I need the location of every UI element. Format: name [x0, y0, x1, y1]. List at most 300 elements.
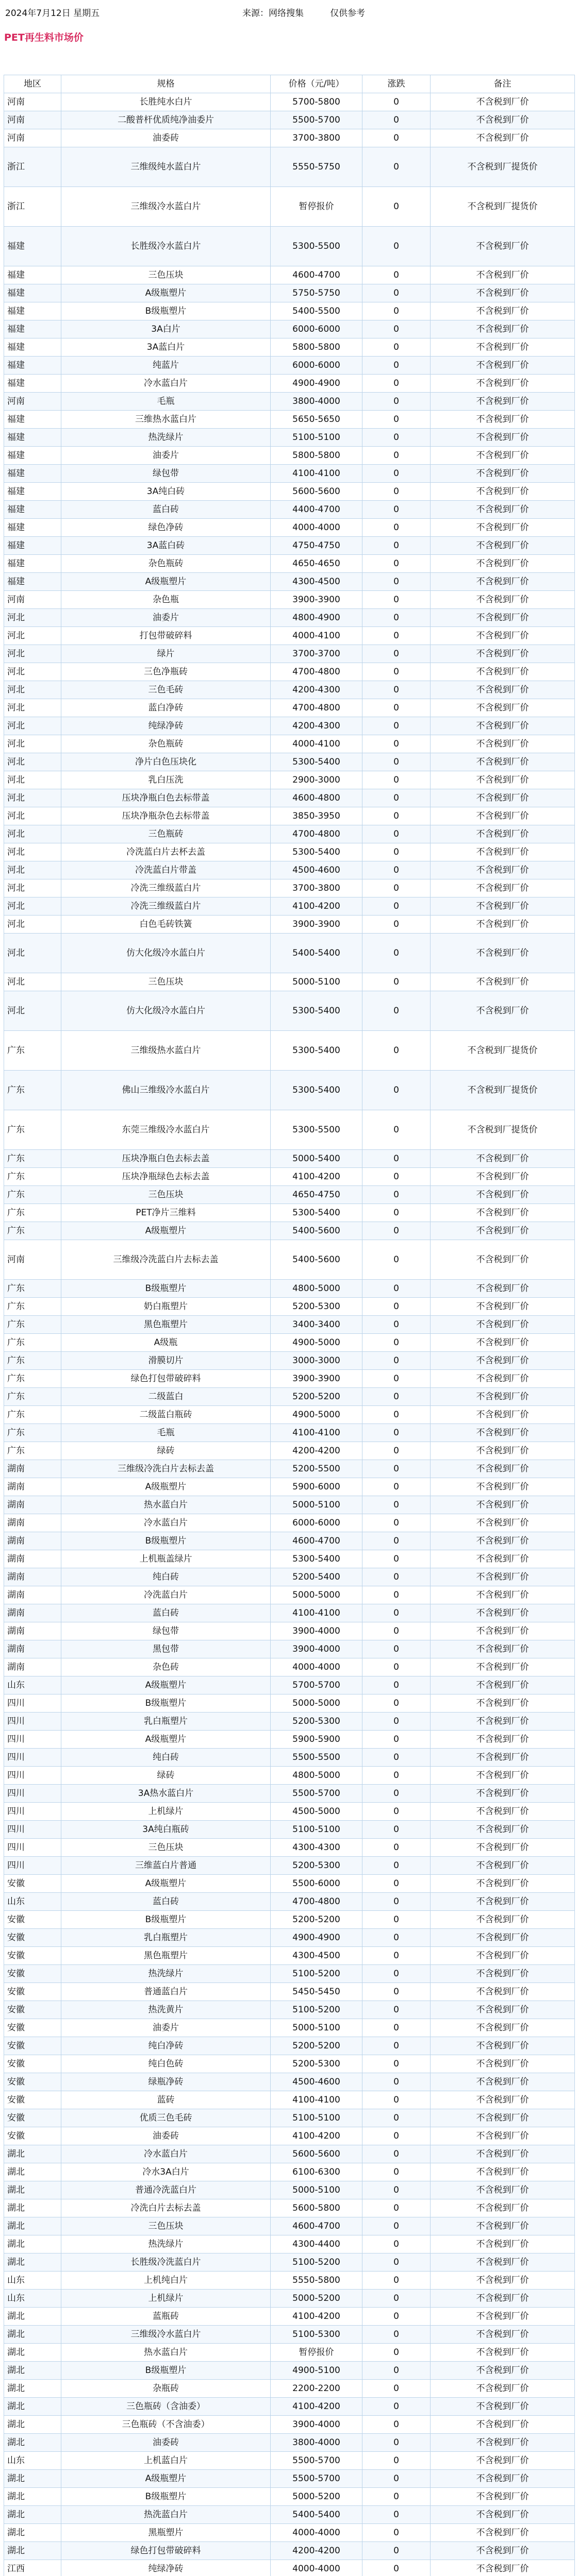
- table-row: [4, 501, 575, 519]
- cell-remark: 不含税到厂价: [431, 2145, 575, 2163]
- table-row: [4, 991, 575, 1031]
- cell-spec: A级瓶: [61, 1334, 271, 1352]
- cell-spec: 三维级冷水蓝白片: [61, 2326, 271, 2344]
- cell-remark: 不含税到厂价: [431, 447, 575, 465]
- cell-spec: 二级蓝白瓶砖: [61, 1406, 271, 1424]
- cell-region: 河北: [4, 717, 61, 735]
- cell-remark: 不含税到厂价: [431, 1550, 575, 1568]
- cell-region: 福建: [4, 447, 61, 465]
- cell-remark: 不含税到厂价: [431, 129, 575, 147]
- table-row: [4, 2235, 575, 2253]
- cell-remark: 不含税到厂价: [431, 991, 575, 1031]
- cell-spec: 热洗绿片: [61, 2235, 271, 2253]
- cell-region: 广东: [4, 1424, 61, 1442]
- table-row: [4, 771, 575, 789]
- table-row: [4, 320, 575, 338]
- cell-price: 5600-5600: [271, 2145, 362, 2163]
- cell-remark: 不含税到厂价: [431, 393, 575, 411]
- cell-price: 4100-4200: [271, 2127, 362, 2145]
- cell-region: 河北: [4, 789, 61, 807]
- cell-change: 0: [362, 2290, 431, 2308]
- table-row: [4, 645, 575, 663]
- cell-region: 湖南: [4, 1496, 61, 1514]
- cell-change: 0: [362, 934, 431, 973]
- cell-region: 河南: [4, 129, 61, 147]
- cell-price: 5200-5200: [271, 1388, 362, 1406]
- cell-price: 4500-5000: [271, 1803, 362, 1821]
- cell-spec: 三色压块: [61, 1186, 271, 1204]
- cell-spec: 佛山三维级冷水蓝白片: [61, 1071, 271, 1110]
- cell-spec: 油委砖: [61, 129, 271, 147]
- cell-region: 安徽: [4, 1929, 61, 1947]
- table-row: [4, 1965, 575, 1983]
- cell-region: 广东: [4, 1406, 61, 1424]
- cell-region: 广东: [4, 1150, 61, 1168]
- cell-remark: 不含税到厂价: [431, 973, 575, 991]
- cell-region: 河北: [4, 627, 61, 645]
- cell-change: 0: [362, 1442, 431, 1460]
- cell-remark: 不含税到厂价: [431, 1186, 575, 1204]
- cell-region: 广东: [4, 1388, 61, 1406]
- cell-spec: 杂色瓶砖: [61, 735, 271, 753]
- table-row: [4, 537, 575, 555]
- table-row: [4, 2542, 575, 2560]
- cell-change: 0: [362, 501, 431, 519]
- cell-spec: 油委片: [61, 609, 271, 627]
- cell-change: 0: [362, 1622, 431, 1640]
- cell-price: 4200-4200: [271, 1442, 362, 1460]
- cell-region: 湖北: [4, 2145, 61, 2163]
- cell-price: 4600-4700: [271, 2217, 362, 2235]
- cell-spec: 压块净瓶杂色去标带盖: [61, 807, 271, 825]
- cell-spec: B级瓶塑片: [61, 1694, 271, 1713]
- cell-spec: 纯白净砖: [61, 2037, 271, 2055]
- table-row: [4, 1947, 575, 1965]
- cell-region: 湖南: [4, 1640, 61, 1658]
- cell-region: 福建: [4, 375, 61, 393]
- cell-spec: 冷水3A白片: [61, 2163, 271, 2181]
- table-row: [4, 2326, 575, 2344]
- cell-change: 0: [362, 807, 431, 825]
- cell-change: 0: [362, 1110, 431, 1150]
- cell-remark: 不含税到厂价: [431, 825, 575, 843]
- cell-region: 四川: [4, 1731, 61, 1749]
- cell-spec: 纯绿净砖: [61, 717, 271, 735]
- cell-region: 福建: [4, 284, 61, 302]
- cell-remark: 不含税到厂价: [431, 2434, 575, 2452]
- cell-spec: 乳白瓶塑片: [61, 1713, 271, 1731]
- cell-change: 0: [362, 2416, 431, 2434]
- cell-remark: 不含税到厂价: [431, 934, 575, 973]
- cell-region: 河北: [4, 934, 61, 973]
- table-row: [4, 2163, 575, 2181]
- table-row: [4, 302, 575, 320]
- cell-spec: 优质三色毛砖: [61, 2109, 271, 2127]
- cell-region: 安徽: [4, 2109, 61, 2127]
- cell-region: 广东: [4, 1186, 61, 1204]
- cell-price: 2900-3000: [271, 771, 362, 789]
- cell-price: 4200-4300: [271, 717, 362, 735]
- cell-price: 6000-6000: [271, 1514, 362, 1532]
- cell-price: 5000-5100: [271, 2181, 362, 2199]
- cell-region: 福建: [4, 573, 61, 591]
- cell-remark: 不含税到厂价: [431, 1586, 575, 1604]
- cell-change: 0: [362, 1658, 431, 1676]
- cell-price: 3700-3800: [271, 879, 362, 897]
- cell-change: 0: [362, 375, 431, 393]
- cell-spec: 3A蓝白砖: [61, 537, 271, 555]
- table-row: [4, 2127, 575, 2145]
- cell-change: 0: [362, 1893, 431, 1911]
- cell-price: 3900-3900: [271, 1370, 362, 1388]
- cell-spec: 绿砖: [61, 1442, 271, 1460]
- table-row: [4, 187, 575, 227]
- table-row: [4, 2380, 575, 2398]
- cell-price: 4900-5100: [271, 2362, 362, 2380]
- cell-remark: 不含税到厂价: [431, 2217, 575, 2235]
- cell-price: 4100-4100: [271, 2091, 362, 2109]
- cell-region: 安徽: [4, 1983, 61, 2001]
- cell-remark: 不含税到厂价: [431, 2091, 575, 2109]
- cell-change: 0: [362, 609, 431, 627]
- cell-region: 福建: [4, 429, 61, 447]
- table-row: [4, 1640, 575, 1658]
- cell-spec: 纯绿净砖: [61, 2560, 271, 2576]
- cell-region: 安徽: [4, 1911, 61, 1929]
- cell-region: 湖北: [4, 2434, 61, 2452]
- cell-price: 5200-5500: [271, 1460, 362, 1478]
- table-row: [4, 916, 575, 934]
- cell-price: 4100-4100: [271, 465, 362, 483]
- cell-spec: 三维级冷水蓝白片: [61, 187, 271, 227]
- cell-region: 河北: [4, 861, 61, 879]
- cell-region: 福建: [4, 555, 61, 573]
- cell-spec: 绿包带: [61, 465, 271, 483]
- cell-region: 四川: [4, 1713, 61, 1731]
- cell-spec: 三维蓝白片普通: [61, 1857, 271, 1875]
- cell-spec: 二酸普杆优质纯净油委片: [61, 111, 271, 129]
- cell-price: 4300-4500: [271, 1947, 362, 1965]
- cell-price: 5200-5300: [271, 1857, 362, 1875]
- cell-spec: B级瓶塑片: [61, 2488, 271, 2506]
- cell-remark: 不含税到厂价: [431, 429, 575, 447]
- cell-price: 5500-6000: [271, 1875, 362, 1893]
- cell-price: 5000-5100: [271, 1496, 362, 1514]
- cell-region: 湖南: [4, 1532, 61, 1550]
- cell-price: 5650-5650: [271, 411, 362, 429]
- cell-remark: 不含税到厂价: [431, 2362, 575, 2380]
- table-row: [4, 1424, 575, 1442]
- cell-region: 湖南: [4, 1658, 61, 1676]
- cell-price: 4400-4700: [271, 501, 362, 519]
- table-row: [4, 284, 575, 302]
- cell-spec: 三维级热水蓝白片: [61, 1031, 271, 1071]
- cell-spec: 蓝白砖: [61, 1604, 271, 1622]
- cell-spec: 普通蓝白片: [61, 1983, 271, 2001]
- cell-region: 湖北: [4, 2362, 61, 2380]
- cell-price: 5300-5400: [271, 991, 362, 1031]
- cell-spec: 三维级纯水蓝白片: [61, 147, 271, 187]
- cell-spec: 黑色瓶塑片: [61, 1316, 271, 1334]
- cell-spec: 绿色净砖: [61, 519, 271, 537]
- cell-change: 0: [362, 1240, 431, 1280]
- cell-price: 5300-5400: [271, 1071, 362, 1110]
- table-row: [4, 1352, 575, 1370]
- cell-price: 暂停报价: [271, 187, 362, 227]
- cell-change: 0: [362, 1676, 431, 1694]
- cell-price: 6100-6300: [271, 2163, 362, 2181]
- cell-change: 0: [362, 1514, 431, 1532]
- table-row: [4, 717, 575, 735]
- cell-change: 0: [362, 302, 431, 320]
- cell-remark: 不含税到厂价: [431, 2470, 575, 2488]
- cell-region: 安徽: [4, 1965, 61, 1983]
- cell-change: 0: [362, 861, 431, 879]
- cell-price: 3800-4000: [271, 393, 362, 411]
- cell-remark: 不含税到厂价: [431, 93, 575, 111]
- cell-spec: 压块净瓶白色去标带盖: [61, 789, 271, 807]
- column-header-remark: 备注: [431, 75, 575, 93]
- table-row: [4, 825, 575, 843]
- cell-region: 河北: [4, 991, 61, 1031]
- cell-change: 0: [362, 2434, 431, 2452]
- cell-remark: 不含税到厂价: [431, 302, 575, 320]
- cell-change: 0: [362, 2199, 431, 2217]
- cell-region: 安徽: [4, 2073, 61, 2091]
- column-header-change: 涨跌: [362, 75, 431, 93]
- cell-change: 0: [362, 411, 431, 429]
- cell-spec: 纯蓝片: [61, 357, 271, 375]
- cell-region: 河北: [4, 879, 61, 897]
- cell-region: 广东: [4, 1031, 61, 1071]
- table-row: [4, 753, 575, 771]
- cell-change: 0: [362, 2452, 431, 2470]
- table-row: [4, 1676, 575, 1694]
- cell-price: 5900-6000: [271, 1478, 362, 1496]
- cell-spec: B级瓶塑片: [61, 1911, 271, 1929]
- table-row: [4, 1839, 575, 1857]
- cell-region: 河北: [4, 663, 61, 681]
- cell-spec: A级瓶塑片: [61, 2470, 271, 2488]
- cell-change: 0: [362, 717, 431, 735]
- cell-spec: 长胜级冷水蓝白片: [61, 227, 271, 266]
- cell-remark: 不含税到厂价: [431, 1731, 575, 1749]
- cell-price: 5000-5000: [271, 1694, 362, 1713]
- cell-price: 5550-5750: [271, 147, 362, 187]
- cell-change: 0: [362, 2470, 431, 2488]
- cell-price: 4650-4650: [271, 555, 362, 573]
- cell-change: 0: [362, 447, 431, 465]
- table-row: [4, 2470, 575, 2488]
- cell-region: 河北: [4, 645, 61, 663]
- cell-region: 湖北: [4, 2217, 61, 2235]
- table-row: [4, 2019, 575, 2037]
- cell-remark: 不含税到厂价: [431, 1204, 575, 1222]
- table-row: [4, 1929, 575, 1947]
- cell-change: 0: [362, 2488, 431, 2506]
- table-row: [4, 2560, 575, 2576]
- table-row: [4, 227, 575, 266]
- cell-remark: 不含税到厂价: [431, 1767, 575, 1785]
- cell-remark: 不含税到厂价: [431, 2344, 575, 2362]
- cell-region: 湖北: [4, 2326, 61, 2344]
- cell-price: 3800-4000: [271, 2434, 362, 2452]
- table-row: [4, 2308, 575, 2326]
- cell-change: 0: [362, 2217, 431, 2235]
- cell-change: 0: [362, 483, 431, 501]
- cell-region: 安徽: [4, 2091, 61, 2109]
- cell-spec: 净片白色压块化: [61, 753, 271, 771]
- cell-price: 3400-3400: [271, 1316, 362, 1334]
- cell-change: 0: [362, 663, 431, 681]
- cell-region: 四川: [4, 1821, 61, 1839]
- cell-price: 4650-4750: [271, 1186, 362, 1204]
- cell-spec: B级瓶塑片: [61, 302, 271, 320]
- cell-region: 湖北: [4, 2181, 61, 2199]
- table-row: [4, 1031, 575, 1071]
- cell-price: 4300-4500: [271, 573, 362, 591]
- cell-region: 河北: [4, 771, 61, 789]
- cell-change: 0: [362, 1965, 431, 1983]
- cell-spec: 热水蓝白片: [61, 1496, 271, 1514]
- cell-price: 4800-5000: [271, 1767, 362, 1785]
- cell-price: 3900-3900: [271, 916, 362, 934]
- table-row: [4, 2488, 575, 2506]
- cell-change: 0: [362, 1604, 431, 1622]
- header-date: 2024年7月12日 星期五: [5, 8, 100, 19]
- cell-price: 3900-4000: [271, 1622, 362, 1640]
- table-row: [4, 1460, 575, 1478]
- cell-remark: 不含税到厂价: [431, 1568, 575, 1586]
- cell-remark: 不含税到厂价: [431, 916, 575, 934]
- cell-region: 河北: [4, 825, 61, 843]
- cell-price: 6000-6000: [271, 357, 362, 375]
- cell-spec: 三维级冷洗白片去标去盖: [61, 1460, 271, 1478]
- table-row: [4, 699, 575, 717]
- cell-remark: 不含税到厂价: [431, 2416, 575, 2434]
- cell-spec: 热洗蓝白片: [61, 2506, 271, 2524]
- cell-price: 5100-5100: [271, 1821, 362, 1839]
- table-row: [4, 1496, 575, 1514]
- cell-region: 湖北: [4, 2163, 61, 2181]
- cell-price: 5500-5700: [271, 1785, 362, 1803]
- cell-change: 0: [362, 699, 431, 717]
- table-row: [4, 1604, 575, 1622]
- cell-region: 江西: [4, 2560, 61, 2576]
- cell-price: 4200-4200: [271, 2542, 362, 2560]
- cell-remark: 不含税到厂价: [431, 537, 575, 555]
- cell-remark: 不含税到厂价: [431, 2127, 575, 2145]
- cell-change: 0: [362, 1694, 431, 1713]
- cell-remark: 不含税到厂价: [431, 2163, 575, 2181]
- cell-price: 4100-4100: [271, 1604, 362, 1622]
- cell-remark: 不含税到厂价: [431, 2560, 575, 2576]
- cell-region: 浙江: [4, 187, 61, 227]
- cell-region: 广东: [4, 1334, 61, 1352]
- cell-change: 0: [362, 2037, 431, 2055]
- cell-spec: 冷水蓝白片: [61, 375, 271, 393]
- cell-remark: 不含税到厂价: [431, 1875, 575, 1893]
- cell-region: 湖北: [4, 2398, 61, 2416]
- cell-change: 0: [362, 2127, 431, 2145]
- cell-remark: 不含税到厂价: [431, 1604, 575, 1622]
- cell-change: 0: [362, 1839, 431, 1857]
- cell-price: 2200-2200: [271, 2380, 362, 2398]
- cell-remark: 不含税到厂价: [431, 1622, 575, 1640]
- cell-region: 湖北: [4, 2308, 61, 2326]
- cell-remark: 不含税到厂价: [431, 1478, 575, 1496]
- cell-region: 广东: [4, 1168, 61, 1186]
- cell-region: 安徽: [4, 1947, 61, 1965]
- table-row: [4, 1694, 575, 1713]
- cell-change: 0: [362, 1168, 431, 1186]
- cell-price: 4100-4200: [271, 2398, 362, 2416]
- cell-price: 5900-5900: [271, 1731, 362, 1749]
- cell-change: 0: [362, 1478, 431, 1496]
- cell-spec: 3A热水蓝白片: [61, 1785, 271, 1803]
- cell-spec: 二级蓝白: [61, 1388, 271, 1406]
- cell-spec: 东莞三维级冷水蓝白片: [61, 1110, 271, 1150]
- cell-remark: 不含税到厂价: [431, 1406, 575, 1424]
- cell-remark: 不含税到厂价: [431, 609, 575, 627]
- cell-price: 4600-4700: [271, 266, 362, 284]
- cell-spec: 三色毛砖: [61, 681, 271, 699]
- cell-spec: PET净片三维料: [61, 1204, 271, 1222]
- cell-remark: 不含税到厂价: [431, 1893, 575, 1911]
- cell-price: 4100-4200: [271, 2308, 362, 2326]
- table-row: [4, 1240, 575, 1280]
- cell-price: 3900-4000: [271, 1640, 362, 1658]
- cell-change: 0: [362, 991, 431, 1031]
- cell-spec: 黑瓶塑片: [61, 2524, 271, 2542]
- header-source: 来源：网络搜集: [242, 8, 304, 19]
- cell-spec: 仿大化级冷水蓝白片: [61, 991, 271, 1031]
- cell-region: 广东: [4, 1298, 61, 1316]
- cell-price: 3700-3800: [271, 129, 362, 147]
- cell-remark: 不含税到厂价: [431, 1222, 575, 1240]
- table-row: [4, 2055, 575, 2073]
- cell-price: 5800-5800: [271, 338, 362, 357]
- cell-remark: 不含税到厂价: [431, 1168, 575, 1186]
- cell-remark: 不含税到厂价: [431, 519, 575, 537]
- table-row: [4, 1857, 575, 1875]
- cell-remark: 不含税到厂价: [431, 111, 575, 129]
- cell-remark: 不含税到厂价: [431, 2290, 575, 2308]
- cell-price: 5000-5000: [271, 1586, 362, 1604]
- cell-region: 四川: [4, 1749, 61, 1767]
- cell-price: 5100-5200: [271, 2253, 362, 2272]
- cell-change: 0: [362, 2542, 431, 2560]
- cell-price: 4300-4300: [271, 1839, 362, 1857]
- table-row: [4, 2398, 575, 2416]
- cell-spec: 蓝瓶砖: [61, 2308, 271, 2326]
- cell-remark: 不含税到厂价: [431, 2253, 575, 2272]
- cell-change: 0: [362, 2308, 431, 2326]
- cell-change: 0: [362, 2524, 431, 2542]
- cell-spec: 毛瓶: [61, 393, 271, 411]
- cell-change: 0: [362, 1875, 431, 1893]
- cell-change: 0: [362, 357, 431, 375]
- cell-spec: 乳白压洗: [61, 771, 271, 789]
- cell-change: 0: [362, 266, 431, 284]
- column-header-price: 价格（元/吨）: [271, 75, 362, 93]
- cell-change: 0: [362, 320, 431, 338]
- cell-region: 湖南: [4, 1622, 61, 1640]
- cell-change: 0: [362, 573, 431, 591]
- table-row: [4, 1821, 575, 1839]
- table-row: [4, 1388, 575, 1406]
- cell-price: 4700-4800: [271, 825, 362, 843]
